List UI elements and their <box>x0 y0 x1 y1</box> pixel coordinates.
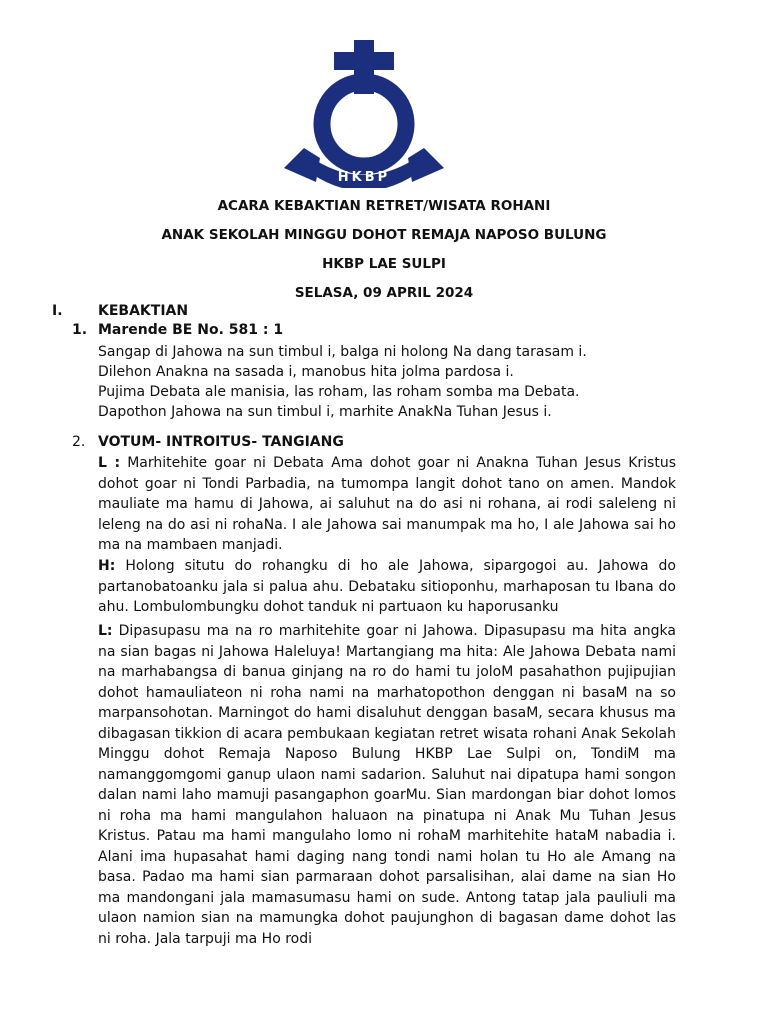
ring-icon <box>322 82 406 166</box>
liturgy-paragraph-leader-1 <box>98 453 676 556</box>
lyric-line: Pujima Debata ale manisia, las roham, las roham somba ma Debata. <box>98 384 580 400</box>
item-1-title: Marende BE No. 581 : 1 <box>98 322 284 338</box>
paragraph-text: Marhitehite goar ni Debata Ama dohot goar ni Anakna Tuhan Jesus Kristus dohot goar ni Tondi Parbadia, na tumompa langit dohot tano on amen. Mandok mauliate ma hamu di Jahowa, ai saluhut na do asi ni rohana, ai rodi saleleng ni leleng na do asi ni rohaNa. I ale Jahowa sai manumpak ma ho, I ale Jahowa sai ho ma na mambaen manjadi. <box>98 455 676 553</box>
paragraph-text: Dipasupasu ma na ro marhitehite goar ni Jahowa. Dipasupasu ma hita angka na sian bagas ni Jahowa Haleluya! Martangiang ma hita: Ale Jahowa Debata nami na marhabangsa di banua ginjang na ro do hami tu joloM pasahathon pujipujian dohot hamauliateon ni roha nami na marhatopothon denggan ni basaM na so marpansohotan. Marningot do hami disaluhut denggan basaM, secara khusus ma dibagasan tikkion di acara pembukaan kegiatan retret wisata rohani Anak Sekolah Minggu dohot Remaja Naposo Bulung HKBP Lae Sulpi on, TondiM ma namanggomgomi ganup ulaon nami sadarion. Saluhut nai dipatupa hami songon dalan nami laho mamuji pasangaphon goarMu. Sian mardongan biar dohot lomos ni roha ma hami mangulahon haluaon na pinatupa ni Anak Mu Tuhan Jesus Kristus. Patau ma hami mangulaho lomo ni rohaM marhitehite hataM nabadia i. Alani ima hupasahat hami daging nang tondi nami holan tu Ho ale Amang na basa. Padao ma hami sian parmaraan dohot parsalisihan, alai dame na sian Ho ma mandongani jala mamasumasu hami on sude. Antong tatap jala pauliuli ma ulaon namion sian na mamungka dohot paujunghon di bagasan dame dohot las ni roha. Jala tarpuji ma Ho rodi <box>98 623 676 947</box>
title-line-4: SELASA, 09 APRIL 2024 <box>294 285 474 301</box>
liturgy-paragraph-leader-2 <box>98 621 676 949</box>
lyric-line: Dapothon Jahowa na sun timbul i, marhite AnakNa Tuhan Jesus i. <box>98 404 552 420</box>
hymn-lyrics <box>98 342 587 422</box>
title-line-2: ANAK SEKOLAH MINGGU DOHOT REMAJA NAPOSO BULUNG <box>161 227 607 243</box>
speaker-label: L : <box>98 455 121 471</box>
section-number: I. <box>52 303 63 319</box>
item-2-number: 2. <box>72 434 86 450</box>
logo-text: HKBP <box>337 170 391 185</box>
item-1-number: 1. <box>72 322 88 338</box>
hkbp-logo <box>280 36 448 188</box>
section-title: KEBAKTIAN <box>98 303 189 319</box>
paragraph-text: Holong situtu do rohangku di ho ale Jahowa, sipargogoi au. Jahowa do partanobatoanku jala si palua ahu. Debataku sitioponhu, marhaposan tu Ibana do ahu. Lombulombungku dohot tanduk ni partuaon ku haporusanku <box>98 558 676 615</box>
lyric-line: Sangap di Jahowa na sun timbul i, balga ni holong Na dang tarasam i. <box>98 344 587 360</box>
liturgy-paragraph-congregation <box>98 556 676 618</box>
section-heading <box>52 303 188 319</box>
item-2-title: VOTUM- INTROITUS- TANGIANG <box>98 434 344 450</box>
speaker-label: L: <box>98 623 113 639</box>
title-line-3: HKBP LAE SULPI <box>322 256 446 272</box>
speaker-label: H: <box>98 558 116 574</box>
title-line-1: ACARA KEBAKTIAN RETRET/WISATA ROHANI <box>217 198 551 214</box>
item-2-heading <box>72 434 344 450</box>
document-title-block <box>0 196 768 312</box>
item-1-heading <box>72 322 283 338</box>
lyric-line: Dilehon Anakna na sasada i, manobus hita jolma pardosa i. <box>98 364 514 380</box>
